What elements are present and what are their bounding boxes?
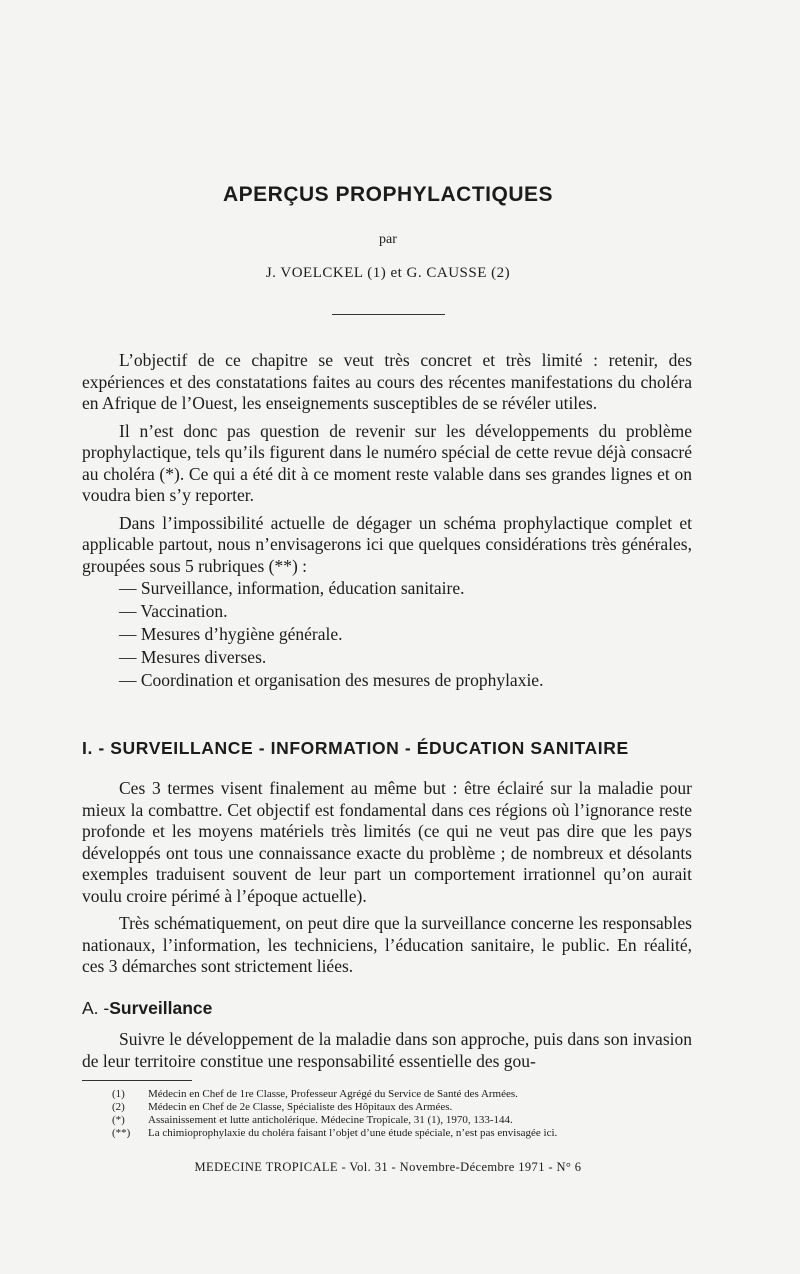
title-divider	[332, 314, 445, 315]
rubric-item: — Surveillance, information, éducation sanitaire.	[119, 578, 465, 598]
section-paragraph: Très schématiquement, on peut dire que la surveillance concerne les responsables nationaux, l’information, les techniciens, l’éducation sanitaire, le public. En réalité, ces 3 démarches sont strictement liées.	[82, 913, 692, 976]
footnote-text: Médecin en Chef de 2e Classe, Spécialiste des Hôpitaux des Armées.	[148, 1101, 453, 1113]
footnote-divider	[82, 1080, 192, 1081]
subsection-title: Surveillance	[109, 998, 213, 1018]
footnote-mark: (**)	[112, 1127, 131, 1139]
rubric-list	[82, 577, 692, 692]
rubric-item: — Mesures diverses.	[119, 647, 267, 667]
subsection-letter: A. -	[82, 998, 110, 1018]
intro-section	[82, 350, 692, 692]
subsection-paragraph: Suivre le développement de la maladie dans son approche, puis dans son invasion de leur territoire constitue une responsabilité essentielle des gou-	[82, 1029, 692, 1071]
footnote	[112, 1101, 712, 1114]
authors: J. VOELCKEL (1) et G. CAUSSE (2)	[265, 265, 511, 281]
article-title: APERÇUS PROPHYLACTIQUES	[222, 183, 554, 206]
intro-paragraph: L’objectif de ce chapitre se veut très concret et très limité : retenir, des expériences et des constatations faites au cours des récentes manifestations du choléra en Afrique de l’Ouest, les enseignements susceptibles de se révéler utiles.	[82, 350, 692, 413]
footnote-mark: (*)	[112, 1114, 125, 1126]
footnote-text: La chimioprophylaxie du choléra faisant l’objet d’une étude spéciale, n’est pas envisagée ici.	[148, 1127, 558, 1139]
footnote-mark: (1)	[112, 1088, 125, 1100]
intro-paragraph: Dans l’impossibilité actuelle de dégager un schéma prophylactique complet et applicable partout, nous n’envisagerons ici que quelques considérations très générales, groupées sous 5 rubriques (**) :	[82, 512, 692, 576]
subsection-a-body	[82, 1029, 692, 1072]
subsection-a-heading	[82, 998, 212, 1019]
footnote-text: Assainissement et lutte anticholérique. Médecine Tropicale, 31 (1), 1970, 133-144.	[148, 1114, 513, 1126]
section-paragraph: Ces 3 termes visent finalement au même but : être éclairé sur la maladie pour mieux la combattre. Cet objectif est fondamental dans ces régions où l’ignorance reste profonde et les moyens matériels très limités (ce qui ne veut pas dire que les pays développés ont tous une connaissance exacte du problème ; de nombreux et désolants exemples traduisent souvent de leur part un comportement irrationnel qu’on aurait voulu croire périmé à l’époque actuelle).	[82, 778, 692, 906]
footnote-text: Médecin en Chef de 1re Classe, Professeur Agrégé du Service de Santé des Armées.	[148, 1088, 518, 1100]
intro-paragraph: Il n’est donc pas question de revenir sur les développements du problème prophylactique, tels qu’ils figurent dans le numéro spécial de cette revue déjà consacré au choléra (*). Ce qui a été dit à ce moment reste valable dans ses grandes lignes et on voudra bien s’y reporter.	[82, 420, 692, 505]
section-1-heading: I. - SURVEILLANCE - INFORMATION - ÉDUCATION SANITAIRE	[82, 738, 629, 758]
rubric-item: — Coordination et organisation des mesures de prophylaxie.	[119, 670, 544, 690]
section-1-body	[82, 778, 692, 978]
journal-footer: MEDECINE TROPICALE - Vol. 31 - Novembre-Décembre 1971 - N° 6	[194, 1160, 582, 1174]
byline-par: par	[379, 232, 397, 247]
footnote-mark: (2)	[112, 1101, 125, 1113]
rubric-item: — Mesures d’hygiène générale.	[119, 624, 343, 644]
footnote	[112, 1127, 712, 1140]
rubric-item: — Vaccination.	[119, 601, 228, 621]
footnotes	[112, 1088, 712, 1140]
footnote	[112, 1088, 712, 1101]
footnote	[112, 1114, 712, 1127]
